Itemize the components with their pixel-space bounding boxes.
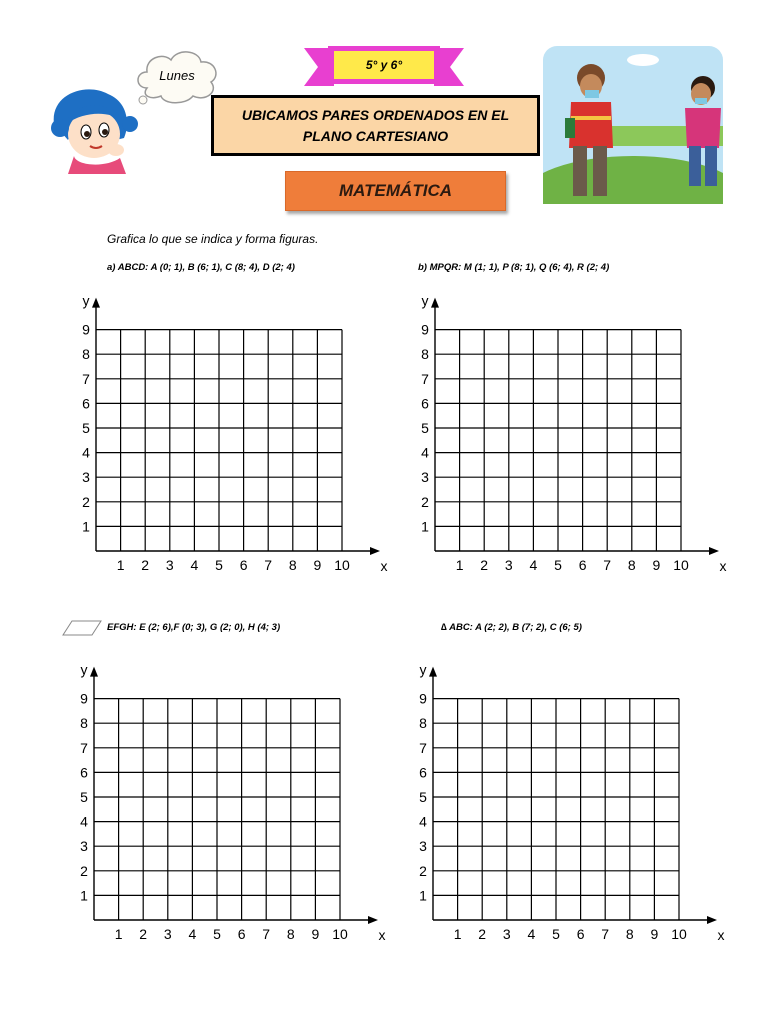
- exercise-label-d: ∆ ABC: A (2; 2), B (7; 2), C (6; 5): [441, 622, 582, 633]
- x-tick-label: 3: [502, 926, 511, 942]
- y-axis-label: y: [421, 292, 429, 309]
- y-tick-label: 8: [421, 346, 429, 363]
- x-tick-label: 7: [603, 557, 612, 573]
- y-tick-label: 5: [80, 789, 88, 805]
- instruction-text: Grafica lo que se indica y forma figuras.: [107, 232, 319, 246]
- x-tick-label: 6: [576, 926, 585, 942]
- x-tick-label: 3: [163, 926, 172, 942]
- page-title: UBICAMOS PARES ORDENADOS EN EL PLANO CARTESIANO: [241, 106, 510, 144]
- y-tick-label: 9: [82, 321, 90, 338]
- x-tick-label: 6: [239, 557, 248, 573]
- exercise-label-b: b) MPQR: M (1; 1), P (8; 1), Q (6; 4), R (2; 4): [418, 262, 610, 273]
- x-tick-label: 8: [627, 557, 636, 573]
- y-tick-label: 3: [419, 838, 427, 855]
- x-tick-label: 9: [311, 926, 320, 942]
- day-label: Lunes: [159, 68, 195, 83]
- x-tick-label: 4: [188, 926, 197, 942]
- y-tick-label: 2: [80, 862, 88, 879]
- y-tick-label: 3: [80, 838, 88, 855]
- x-tick-label: 3: [504, 557, 513, 573]
- y-tick-label: 7: [421, 370, 429, 387]
- y-tick-label: 6: [82, 395, 90, 412]
- x-tick-label: 1: [455, 557, 464, 573]
- x-tick-label: 5: [213, 926, 221, 942]
- y-axis-label: y: [82, 292, 90, 309]
- y-tick-label: 8: [82, 346, 90, 363]
- y-axis-label: y: [419, 661, 427, 678]
- x-tick-label: 5: [215, 557, 223, 573]
- subject-label: MATEMÁTICA: [339, 181, 452, 200]
- x-axis-label: x: [719, 558, 727, 574]
- x-tick-label: 8: [286, 926, 295, 942]
- x-tick-label: 7: [262, 926, 271, 942]
- x-tick-label: 6: [237, 926, 246, 942]
- y-tick-label: 2: [421, 493, 429, 510]
- x-axis-label: x: [717, 927, 725, 943]
- y-tick-label: 4: [421, 444, 429, 461]
- exercise-label-a: a) ABCD: A (0; 1), B (6; 1), C (8; 4), D (2; 4): [107, 262, 295, 273]
- x-tick-label: 8: [288, 557, 297, 573]
- x-tick-label: 7: [264, 557, 273, 573]
- y-tick-label: 2: [82, 493, 90, 510]
- y-tick-label: 2: [419, 862, 427, 879]
- y-tick-label: 7: [82, 370, 90, 387]
- y-tick-label: 6: [421, 395, 429, 412]
- y-tick-label: 8: [80, 715, 88, 732]
- x-tick-label: 8: [625, 926, 634, 942]
- x-tick-label: 9: [313, 557, 322, 573]
- y-axis-label: y: [80, 661, 88, 678]
- y-tick-label: 1: [80, 887, 88, 904]
- y-tick-label: 5: [419, 789, 427, 805]
- y-tick-label: 1: [421, 518, 429, 535]
- y-tick-label: 4: [80, 813, 88, 830]
- y-tick-label: 8: [419, 715, 427, 732]
- x-tick-label: 7: [601, 926, 610, 942]
- x-tick-label: 1: [116, 557, 125, 573]
- x-tick-label: 1: [453, 926, 462, 942]
- y-tick-label: 4: [82, 444, 90, 461]
- y-tick-label: 9: [80, 690, 88, 707]
- x-tick-label: 4: [527, 926, 536, 942]
- x-tick-label: 3: [165, 557, 174, 573]
- x-tick-label: 2: [480, 557, 489, 573]
- y-tick-label: 1: [82, 518, 90, 535]
- y-tick-label: 5: [421, 420, 429, 436]
- y-tick-label: 9: [421, 321, 429, 338]
- x-tick-label: 2: [141, 557, 150, 573]
- grade-label: 5° y 6°: [365, 58, 403, 72]
- y-tick-label: 7: [419, 739, 427, 756]
- x-tick-label: 4: [190, 557, 199, 573]
- x-tick-label: 4: [529, 557, 538, 573]
- x-tick-label: 10: [671, 926, 687, 942]
- x-tick-label: 10: [334, 557, 350, 573]
- exercise-label-c: EFGH: E (2; 6),F (0; 3), G (2; 0), H (4; 3): [107, 622, 281, 633]
- y-tick-label: 1: [419, 887, 427, 904]
- x-axis-label: x: [380, 558, 388, 574]
- x-tick-label: 5: [552, 926, 560, 942]
- y-axis-arrow: [429, 667, 437, 677]
- x-axis-label: x: [378, 927, 386, 943]
- y-tick-label: 3: [82, 469, 90, 486]
- x-tick-label: 10: [332, 926, 348, 942]
- x-tick-label: 10: [673, 557, 689, 573]
- x-tick-label: 9: [650, 926, 659, 942]
- x-tick-label: 6: [578, 557, 587, 573]
- y-tick-label: 6: [419, 764, 427, 781]
- y-tick-label: 3: [421, 469, 429, 486]
- x-tick-label: 2: [478, 926, 487, 942]
- y-tick-label: 6: [80, 764, 88, 781]
- x-axis-arrow: [707, 916, 717, 924]
- x-tick-label: 1: [114, 926, 123, 942]
- x-tick-label: 9: [652, 557, 661, 573]
- x-tick-label: 2: [139, 926, 148, 942]
- y-tick-label: 7: [80, 739, 88, 756]
- y-tick-label: 5: [82, 420, 90, 436]
- x-tick-label: 5: [554, 557, 562, 573]
- y-tick-label: 9: [419, 690, 427, 707]
- y-tick-label: 4: [419, 813, 427, 830]
